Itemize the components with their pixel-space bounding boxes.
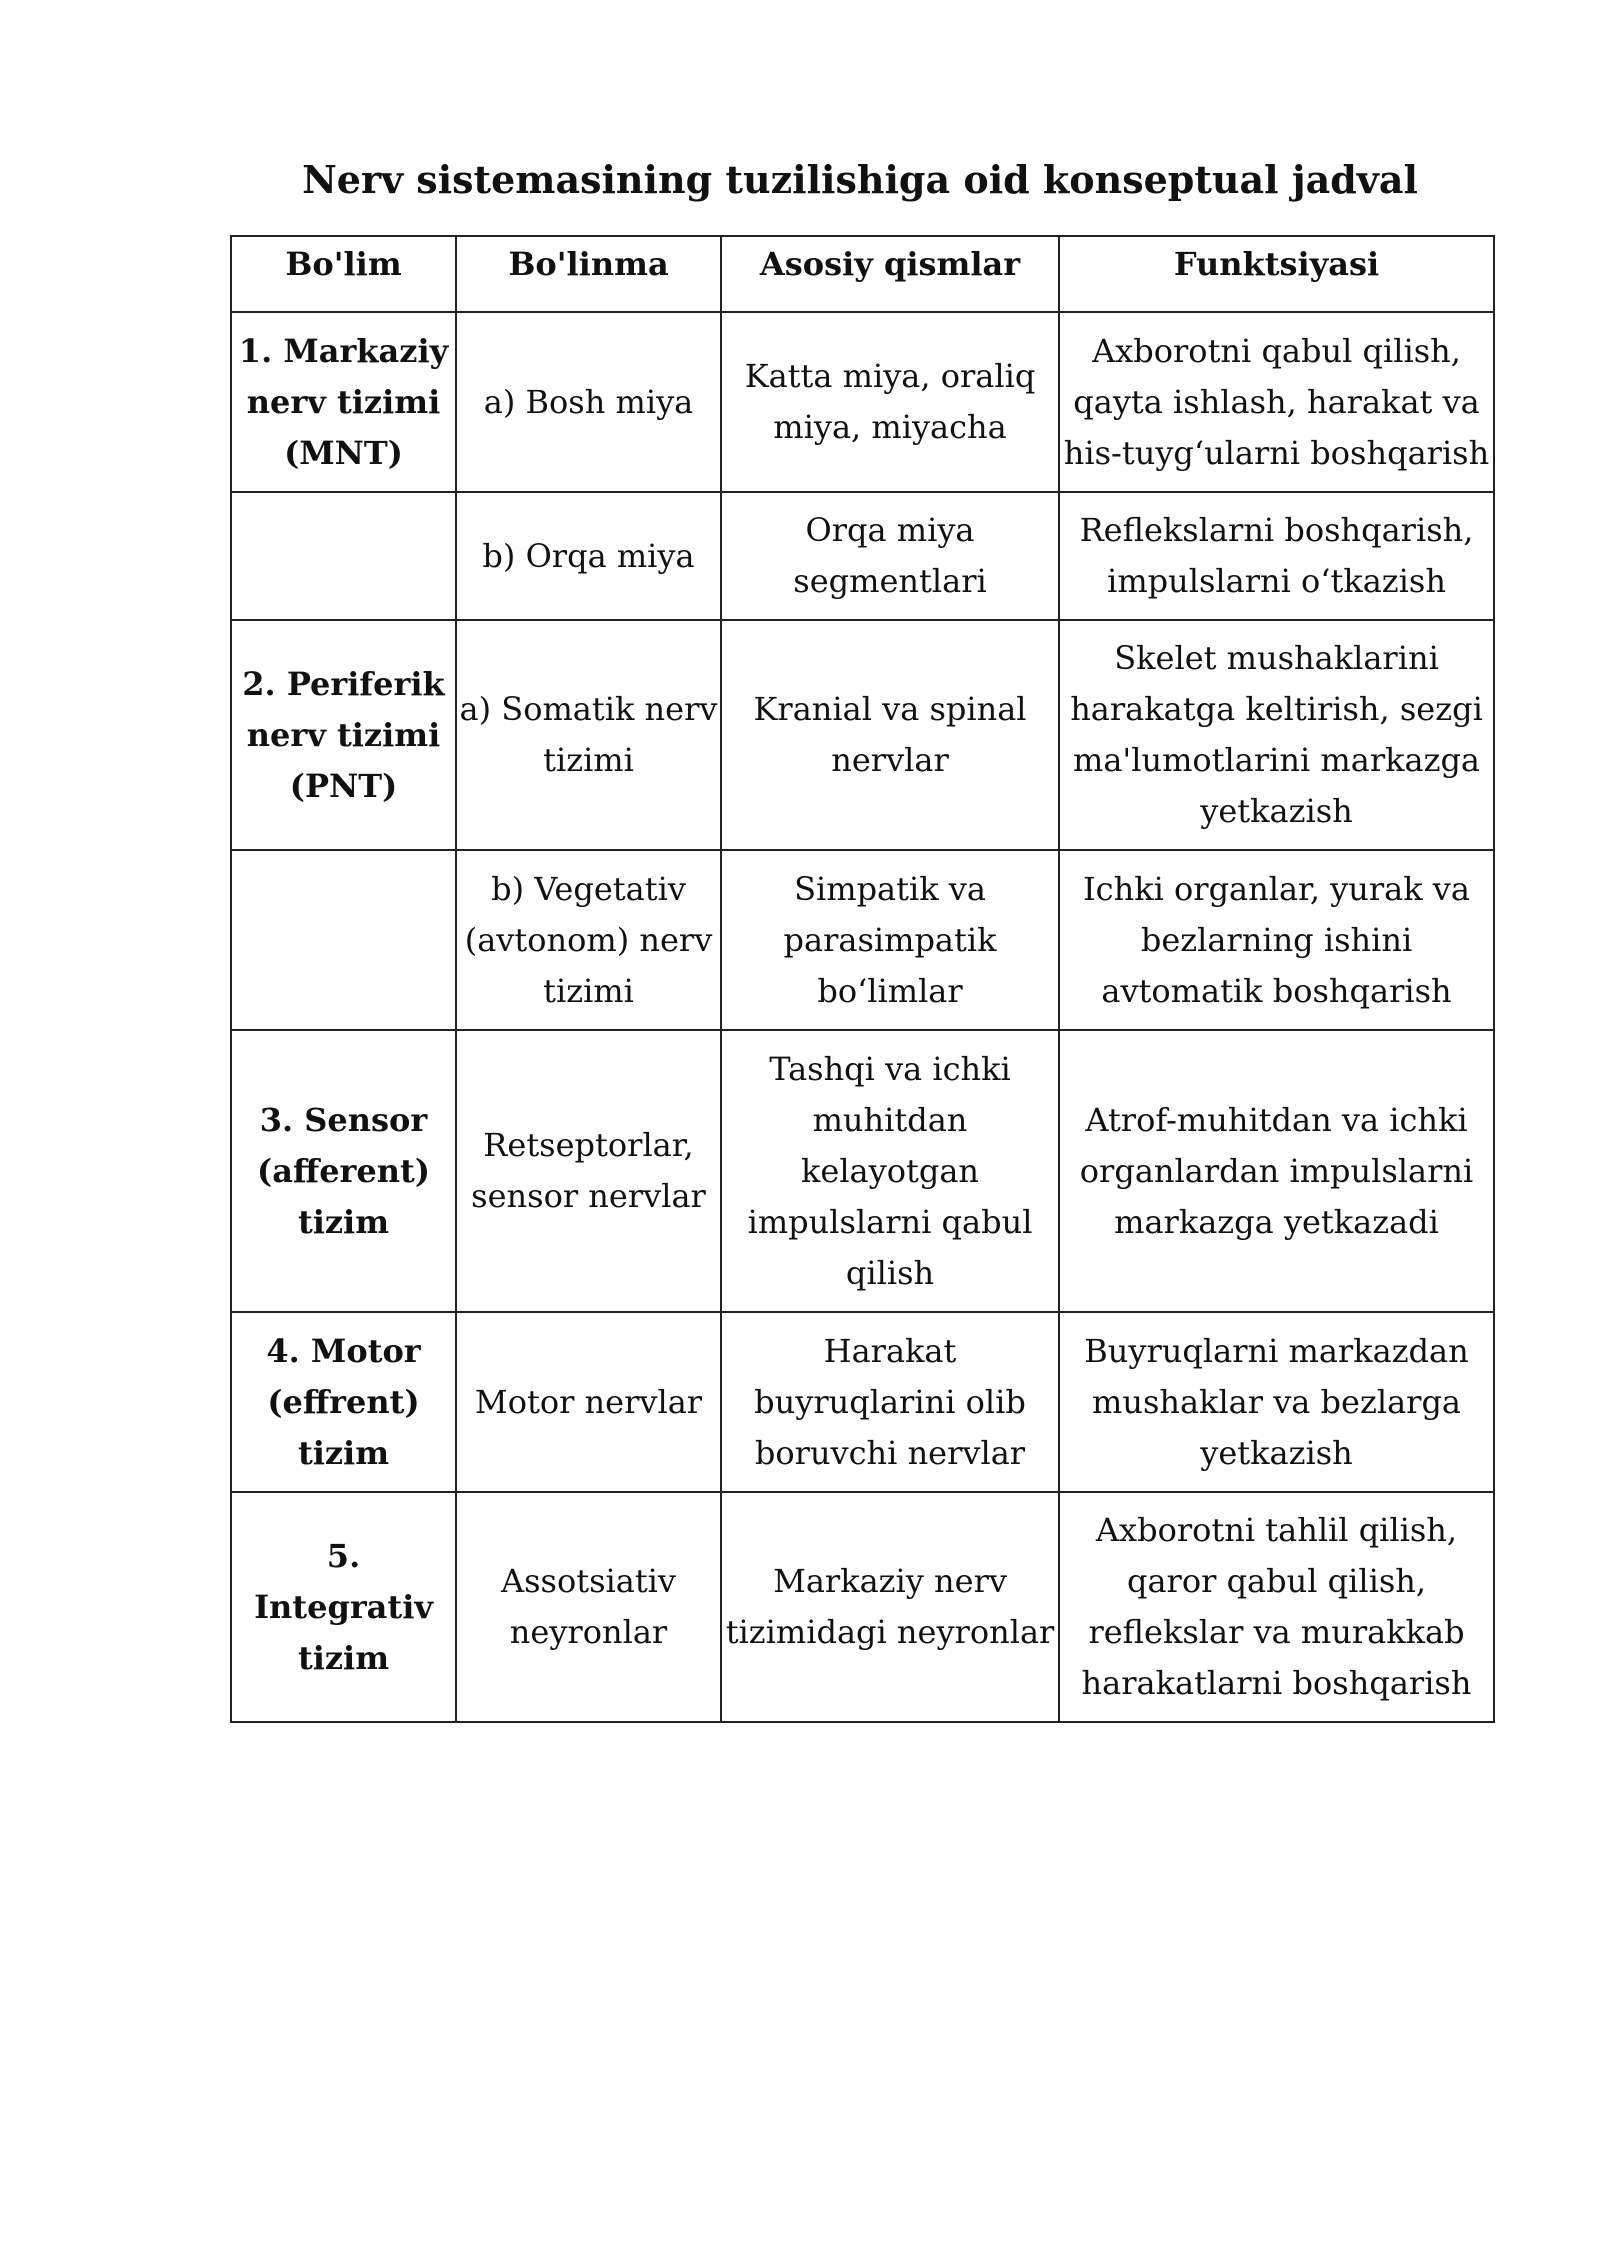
table-row	[231, 312, 1494, 492]
cell-function: Reflekslarni boshqarish, impulslarni o‘tkazish	[1059, 492, 1494, 620]
cell-subdivision: Retseptorlar, sensor nervlar	[456, 1030, 721, 1312]
table-row	[231, 1312, 1494, 1492]
cell-function: Ichki organlar, yurak va bezlarning ishini avtomatik boshqarish	[1059, 850, 1494, 1030]
cell-parts: Markaziy nerv tizimidagi neyronlar	[721, 1492, 1059, 1722]
cell-function: Atrof-muhitdan va ichki organlardan impulslarni markazga yetkazadi	[1059, 1030, 1494, 1312]
cell-parts: Katta miya, oraliq miya, miyacha	[721, 312, 1059, 492]
header-subdivision: Bo'linma	[456, 236, 721, 312]
table-row	[231, 1492, 1494, 1722]
cell-function: Buyruqlarni markazdan mushaklar va bezlarga yetkazish	[1059, 1312, 1494, 1492]
cell-subdivision: b) Vegetativ (avtonom) nerv tizimi	[456, 850, 721, 1030]
cell-subdivision: b) Orqa miya	[456, 492, 721, 620]
cell-subdivision: a) Bosh miya	[456, 312, 721, 492]
header-main-parts: Asosiy qismlar	[721, 236, 1059, 312]
concept-table	[230, 235, 1495, 1723]
cell-parts: Tashqi va ichki muhitdan kelayotgan impulslarni qabul qilish	[721, 1030, 1059, 1312]
table-row	[231, 492, 1494, 620]
cell-subdivision: Assotsiativ neyronlar	[456, 1492, 721, 1722]
cell-section	[231, 850, 456, 1030]
cell-parts: Orqa miya segmentlari	[721, 492, 1059, 620]
cell-section: 4. Motor (effrent) tizim	[231, 1312, 456, 1492]
cell-parts: Kranial va spinal nervlar	[721, 620, 1059, 850]
cell-section: 3. Sensor (afferent) tizim	[231, 1030, 456, 1312]
header-function: Funktsiyasi	[1059, 236, 1494, 312]
cell-subdivision: a) Somatik nerv tizimi	[456, 620, 721, 850]
header-section: Bo'lim	[231, 236, 456, 312]
cell-section	[231, 492, 456, 620]
cell-function: Skelet mushaklarini harakatga keltirish, sezgi ma'lumotlarini markazga yetkazish	[1059, 620, 1494, 850]
document-title: Nerv sistemasining tuzilishiga oid konseptual jadval	[302, 157, 1418, 202]
cell-function: Axborotni tahlil qilish, qaror qabul qilish, reflekslar va murakkab harakatlarni boshqarish	[1059, 1492, 1494, 1722]
cell-parts: Harakat buyruqlarini olib boruvchi nervlar	[721, 1312, 1059, 1492]
cell-subdivision: Motor nervlar	[456, 1312, 721, 1492]
table-row	[231, 1030, 1494, 1312]
cell-function: Axborotni qabul qilish, qayta ishlash, harakat va his-tuyg‘ularni boshqarish	[1059, 312, 1494, 492]
cell-section: 2. Periferik nerv tizimi (PNT)	[231, 620, 456, 850]
cell-section: 1. Markaziy nerv tizimi (MNT)	[231, 312, 456, 492]
table-header-row	[231, 236, 1494, 312]
table-row	[231, 620, 1494, 850]
table-row	[231, 850, 1494, 1030]
cell-section: 5. Integrativ tizim	[231, 1492, 456, 1722]
cell-parts: Simpatik va parasimpatik bo‘limlar	[721, 850, 1059, 1030]
